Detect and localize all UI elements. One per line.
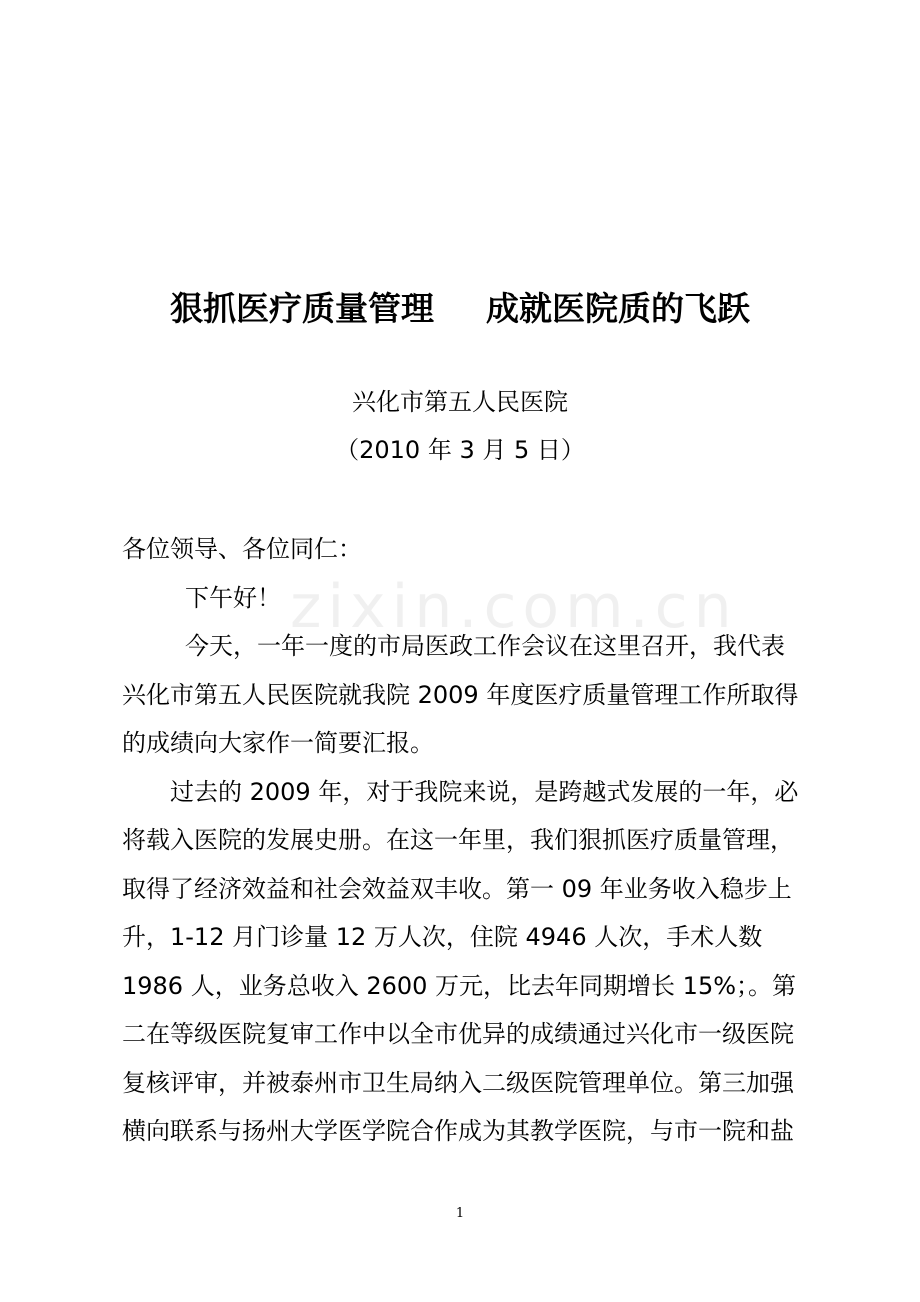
watermark: zixin.com.cn — [290, 572, 738, 642]
body-text — [122, 525, 805, 1156]
document-date: （2010 年 3 月 5 日） — [335, 436, 585, 464]
organization-name: 兴化市第五人民医院 — [352, 388, 568, 416]
greeting: 下午好！ — [185, 583, 281, 612]
salutation: 各位领导、各位同仁： — [122, 535, 362, 563]
title-part-1: 狠抓医疗质量管理 — [170, 289, 434, 328]
paragraph-1: 今天，一年一度的市局医政工作会议在这里召开，我代表兴化市第五人民医院就我院 2009 年度医疗质量管理工作所取得的成绩向大家作一简要汇报。 — [122, 632, 799, 757]
paragraph-2: 过去的 2009 年，对于我院来说，是跨越式发展的一年，必将载入医院的发展史册。在这一年里，我们狠抓医疗质量管理，取得了经济效益和社会效益双丰收。第一 09 年业务收入稳步上升，1-12 月门诊量 12 万人次，住院 4946 人次，手术人数 1986 人，业务总收入 2600 万元，比去年同期增长 15%；。第二在等级医院复审工作中以全市优异的成绩通过兴化市一级医院复核评审，并被泰州市卫生局纳入二级医院管理单位。第三加强横向联系与扬州大学医学院合作成为其教学医院，与市一院和盐 — [122, 777, 799, 1145]
document-title — [0, 286, 920, 332]
title-part-2: 成就医院质的飞跃 — [486, 289, 750, 328]
page-number: 1 — [455, 1206, 465, 1221]
